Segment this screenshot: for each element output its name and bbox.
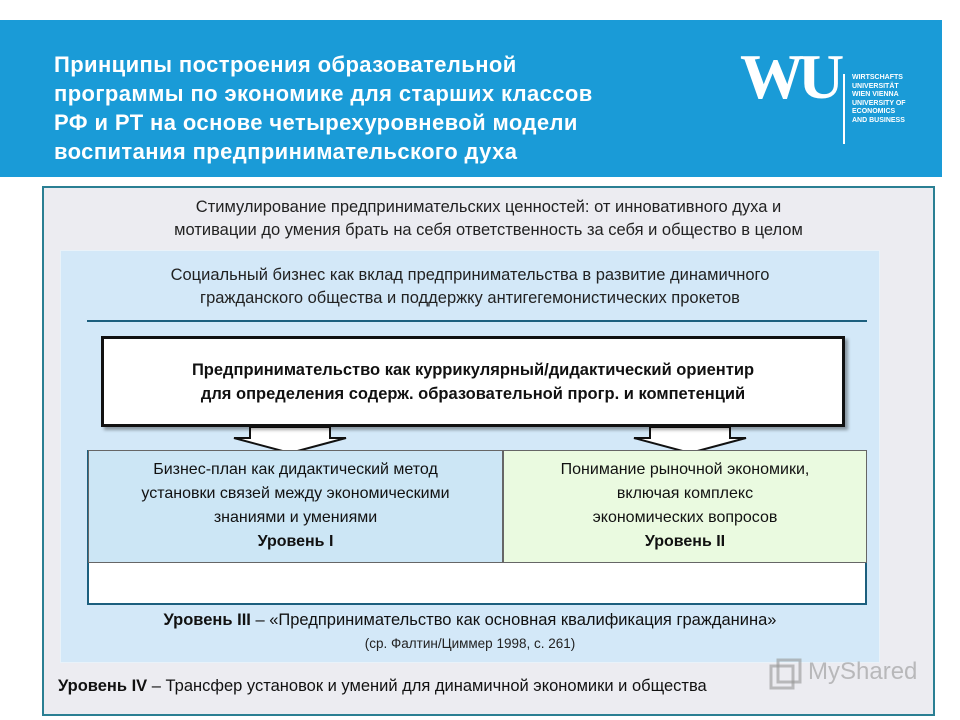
logo-line: WIRTSCHAFTS <box>852 74 903 81</box>
title-line: воспитания предпринимательского духа <box>54 139 518 164</box>
level-iv-line: Стимулирование предпринимательских ценностей: от инновативного духа и <box>195 198 782 216</box>
logo-subtitle <box>852 74 932 126</box>
level-ii-line: экономических вопросов <box>592 509 778 526</box>
citation: (ср. Фалтин/Циммер 1998, с. 261) <box>364 636 576 651</box>
level-iv-label: Уровень IV <box>58 677 148 695</box>
core-line: Предпринимательство как куррикулярный/дидактический ориентир <box>191 360 755 379</box>
level-i-line: знаниями и умениями <box>213 509 378 526</box>
watermark-text: MyShared <box>808 658 918 685</box>
logo-line: UNIVERSITÄT <box>852 82 899 90</box>
logo-line: UNIVERSITY OF <box>852 99 906 107</box>
watermark-icon <box>768 658 802 692</box>
level-iv-text: – Трансфер установок и умений для динамичной экономики и общества <box>147 677 707 695</box>
level-ii-line: включая комплекс <box>616 485 754 502</box>
level-iii-text: – «Предпринимательство как основная квалификация гражданина» <box>250 611 777 629</box>
title-line: Принципы построения образовательной <box>54 52 517 77</box>
core-line: для определения содерж. образовательной прогр. и компетенций <box>200 384 746 403</box>
logo-line: AND BUSINESS <box>852 116 905 124</box>
level-iii-caption <box>60 611 880 630</box>
level-ii-line: Понимание рыночной экономики, <box>560 461 810 478</box>
core-principle-box <box>101 336 845 427</box>
level-i-label: Уровень I <box>257 533 334 550</box>
wu-logo-mark: WU <box>740 42 839 112</box>
title-line: программы по экономике для старших классов <box>54 81 593 106</box>
level-iii-label: Уровень III <box>163 611 251 629</box>
level-iii-description <box>60 264 880 310</box>
level-ii-label: Уровень II <box>644 533 726 550</box>
level-iv-line: мотивации до умения брать на себя ответственность за себя и общество в целом <box>174 221 803 239</box>
level-i-line: установки связей между экономическими <box>141 485 450 502</box>
title-line: РФ и РТ на основе четырехуровневой модели <box>54 110 578 135</box>
logo-line: WIEN VIENNA <box>852 91 899 99</box>
level-iii-line: гражданского общества и поддержку антигегемонистических прокетов <box>200 289 740 307</box>
level-i-line: Бизнес-план как дидактический метод <box>153 461 438 478</box>
page-title <box>54 50 734 166</box>
level-iii-line: Социальный бизнес как вклад предпринимательства в развитие динамичного <box>170 266 770 284</box>
level-ii-cell <box>503 450 867 563</box>
watermark <box>768 656 938 692</box>
level-iv-description <box>42 196 935 242</box>
level-i-cell <box>88 450 503 563</box>
logo-line: ECONOMICS <box>852 108 896 116</box>
